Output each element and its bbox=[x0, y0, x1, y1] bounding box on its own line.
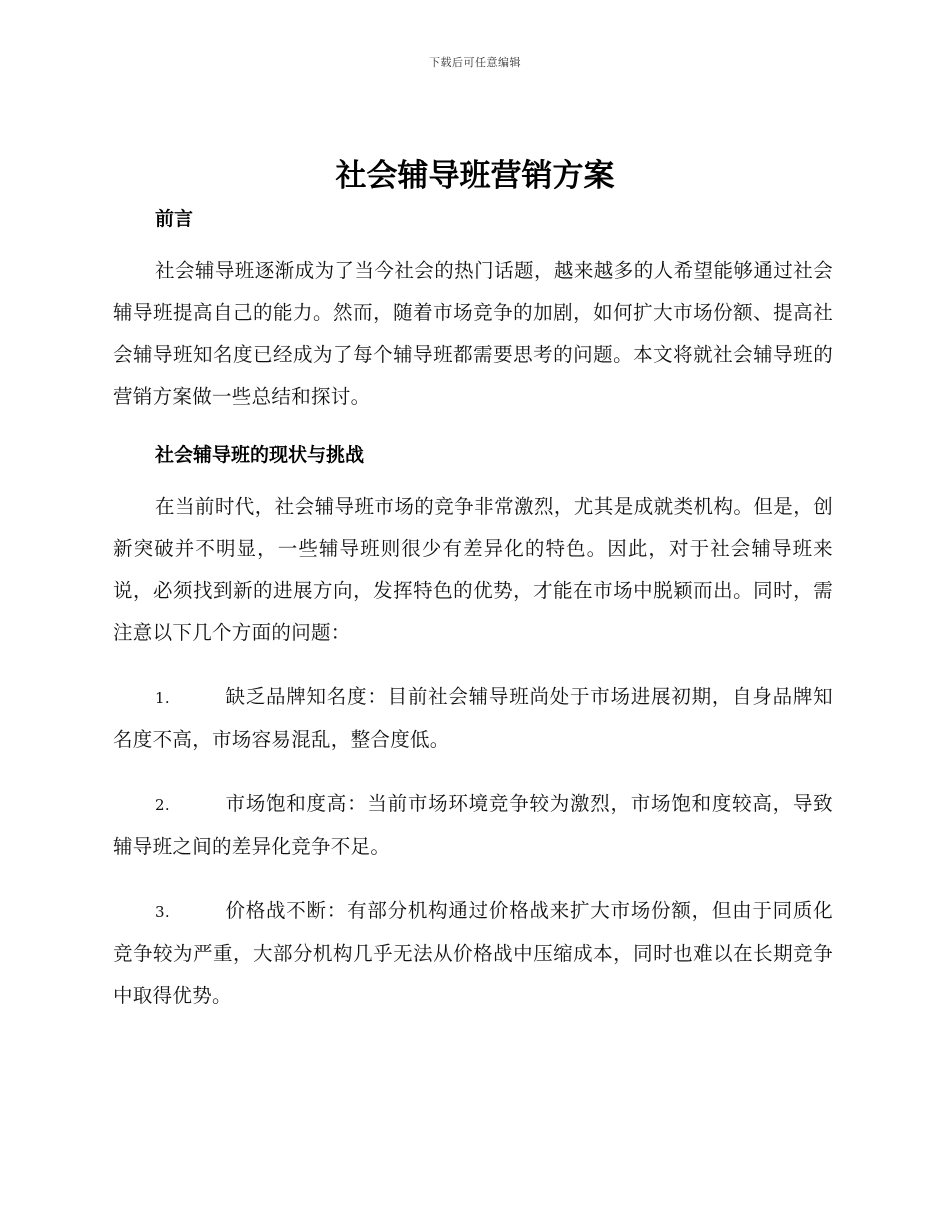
list-item-2 bbox=[113, 783, 833, 868]
paragraph-status: 在当前时代，社会辅导班市场的竞争非常激烈，尤其是成就类机构。但是，创新突破并不明显，一些辅导班则很少有差异化的特色。因此，对于社会辅导班来说，必须找到新的进展方向，发挥特色的优势，才能在市场中脱颖而出。同时，需注意以下几个方面的问题： bbox=[113, 495, 833, 644]
paragraph-preface: 社会辅导班逐渐成为了当今社会的热门话题，越来越多的人希望能够通过社会辅导班提高自己的能力。然而，随着市场竞争的加剧，如何扩大市场份额、提高社会辅导班知名度已经成为了每个辅导班都需要思考的问题。本文将就社会辅导班的营销方案做一些总结和探讨。 bbox=[113, 259, 833, 408]
list-number: 2. bbox=[155, 796, 170, 814]
list-number: 1. bbox=[155, 689, 170, 707]
list-number: 3. bbox=[155, 903, 170, 921]
list-item-3 bbox=[113, 890, 833, 1017]
document-title: 社会辅导班营销方案 bbox=[335, 158, 615, 194]
list-item-text: 价格战不断：有部分机构通过价格战来扩大市场份额，但由于同质化竞争较为严重，大部分机构几乎无法从价格战中压缩成本，同时也难以在长期竞争中取得优势。 bbox=[113, 899, 833, 1007]
section-heading-preface: 前言 bbox=[155, 208, 194, 230]
document-body bbox=[113, 204, 833, 1029]
list-item-1 bbox=[113, 676, 833, 761]
section-heading-status: 社会辅导班的现状与挑战 bbox=[155, 444, 365, 466]
list-item-text: 缺乏品牌知名度：目前社会辅导班尚处于市场进展初期，自身品牌知名度不高，市场容易混乱，整合度低。 bbox=[113, 685, 833, 751]
list-item-text: 市场饱和度高：当前市场环境竞争较为激烈，市场饱和度较高，导致辅导班之间的差异化竞争不足。 bbox=[113, 792, 833, 858]
header-note: 下载后可任意编辑 bbox=[429, 56, 521, 69]
